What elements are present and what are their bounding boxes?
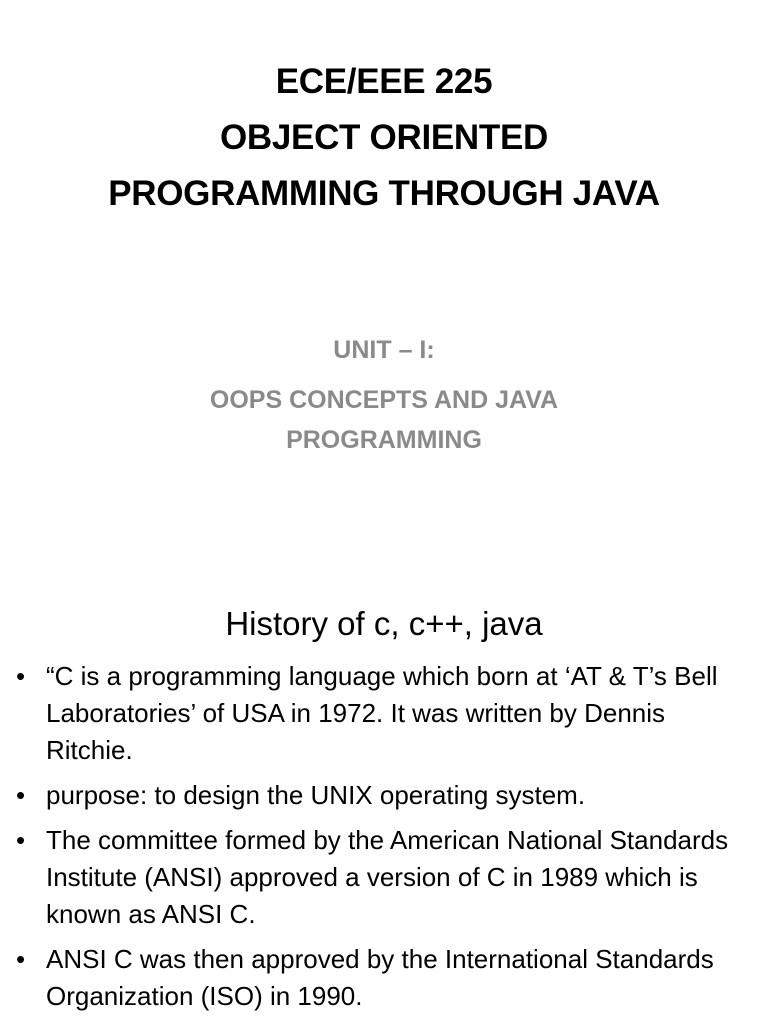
bullet-item — [16, 777, 758, 814]
bullet-text: purpose: to design the UNIX operating system. — [46, 780, 586, 810]
bullet-item — [16, 822, 758, 933]
bullet-text: ANSI C was then approved by the International Standards Organization (ISO) in 1990. — [46, 944, 714, 1011]
bullet-dot-icon: • — [16, 661, 26, 691]
bullet-text: “C is a programming language which born at ‘AT & T’s Bell Laboratories’ of USA in 1972. It was written by Dennis Ritchie. — [46, 661, 718, 765]
course-name-line-2: PROGRAMMING THROUGH JAVA — [108, 174, 660, 213]
course-code: ECE/EEE 225 — [275, 62, 493, 101]
bullet-item — [16, 658, 758, 769]
course-name-line-1: OBJECT ORIENTED — [219, 118, 549, 157]
history-slide — [0, 560, 768, 1024]
unit-label: UNIT – I: — [333, 336, 435, 364]
unit-subtitle — [60, 330, 708, 460]
bullet-dot-icon: • — [16, 825, 26, 855]
bullet-item — [16, 941, 758, 1015]
bullet-dot-icon: • — [16, 780, 26, 810]
history-title: History of c, c++, java — [225, 605, 543, 642]
bullet-dot-icon: • — [16, 944, 26, 974]
course-title — [20, 54, 748, 222]
bullet-text: The committee formed by the American National Standards Institute (ANSI) approved a version of C in 1989 which is known as ANSI C. — [46, 825, 729, 929]
history-bullet-list — [16, 658, 758, 1023]
unit-topic-line-2: PROGRAMMING — [286, 426, 482, 454]
unit-topic-line-1: OOPS CONCEPTS AND JAVA — [209, 386, 559, 414]
